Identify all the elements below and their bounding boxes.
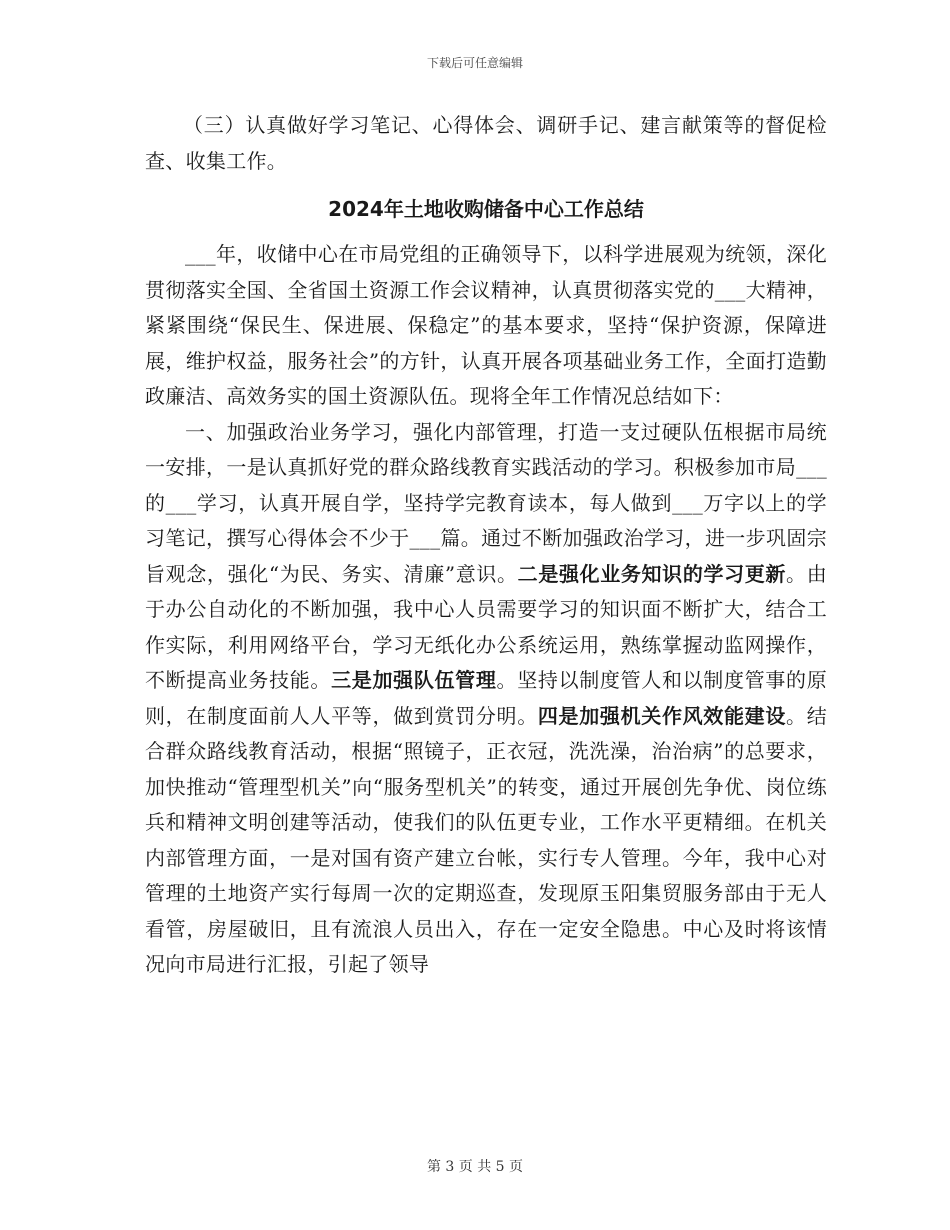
section-one-text-part3: 。坚持以制度管人和以制度管事的原则，在制度面前人人平等，做到赏罚分明。 <box>145 668 827 728</box>
section-one-text-part1: 一、加强政治业务学习，强化内部管理，打造一支过硬队伍根据市局统一安排，一是认真抓好党的群众路线教育实践活动的学习。积极参加市局___的___学习，认真开展自学，坚持学完教育读本，每人做到___万字以上的学习笔记，撰写心得体会不少于___篇。通过不断加强政治学习，进一步巩固宗旨观念，强化“为民、务实、清廉”意识。 <box>145 419 827 586</box>
section-one-bold-heading-4: 四是加强机关作风效能建设 <box>537 703 787 728</box>
download-note: 下载后可任意编辑 <box>426 56 523 70</box>
document-title: 2024年土地收购储备中心工作总结 <box>328 197 644 221</box>
section-one-text-part2: 。由于办公自动化的不断加强，我中心人员需要学习的知识面不断扩大，结合工作实际，利用网络平台，学习无纸化办公系统运用，熟练掌握动监网操作，不断提高业务技能。 <box>145 561 827 692</box>
section-one-paragraph <box>145 415 827 983</box>
section-one-bold-heading-3: 三是加强队伍管理 <box>331 668 497 692</box>
intro-item-paragraph: （三）认真做好学习笔记、心得体会、调研手记、建言献策等的督促检查、收集工作。 <box>145 113 827 173</box>
section-one-bold-heading-2: 二是强化业务知识的学习更新 <box>517 561 787 586</box>
document-body <box>145 108 827 983</box>
summary-paragraph: ___年，收储中心在市局党组的正确领导下，以科学进展观为统领，深化贯彻落实全国、全省国土资源工作会议精神，认真贯彻落实党的___大精神，紧紧围绕“保民生、保进展、保稳定”的基本要求，坚持“保护资源，保障进展，维护权益，服务社会”的方针，认真开展各项基础业务工作，全面打造勤政廉洁、高效务实的国土资源队伍。现将全年工作情况总结如下： <box>145 242 827 408</box>
page-number: 第 3 页 共 5 页 <box>426 1159 524 1175</box>
section-one-text-part4: 。结合群众路线教育活动，根据“照镜子，正衣冠，洗洗澡，治治病”的总要求，加快推动“管理型机关”向“服务型机关”的转变，通过开展创先争优、岗位练兵和精神文明创建等活动，使我们的队伍更专业，工作水平更精细。在机关内部管理方面，一是对国有资产建立台帐，实行专人管理。今年，我中心对管理的土地资产实行每周一次的定期巡查，发现原玉阳集贸服务部由于无人看管，房屋破旧，且有流浪人员出入，存在一定安全隐患。中心及时将该情况向市局进行汇报，引起了领导 <box>145 703 827 976</box>
